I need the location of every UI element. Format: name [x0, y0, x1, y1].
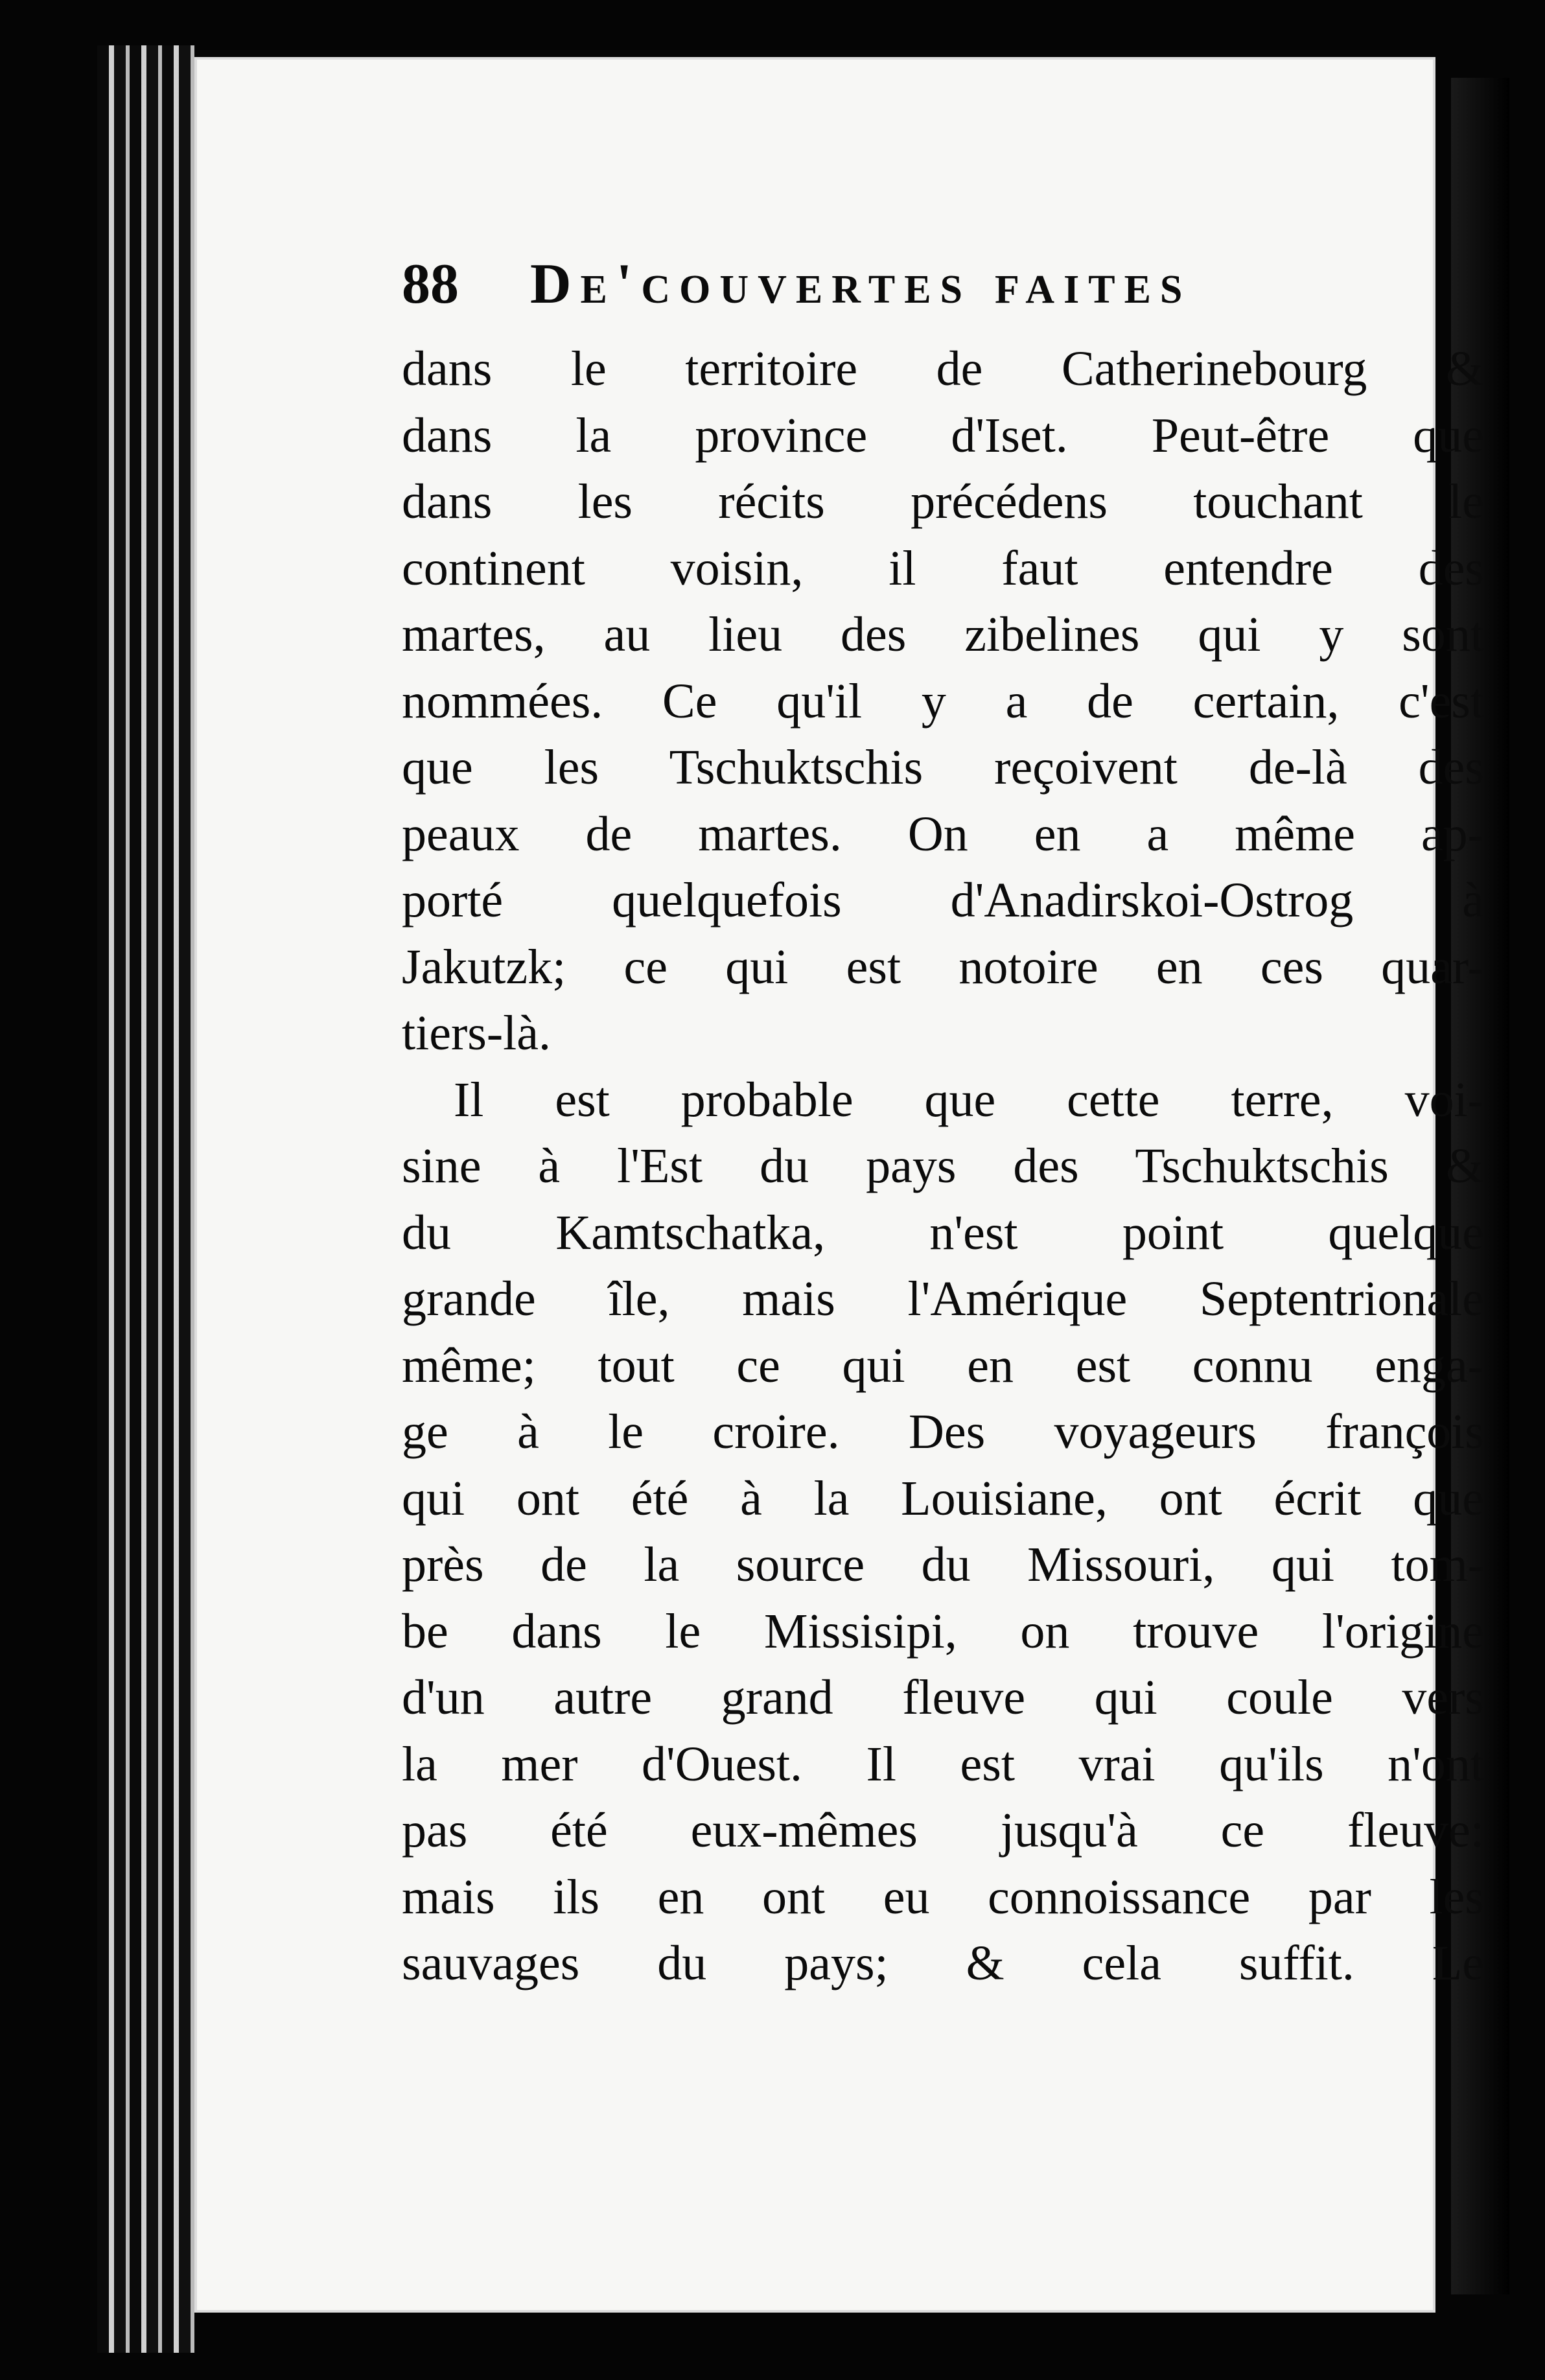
text-line: du Kamtschatka, n'est point quelque — [402, 1205, 1484, 1260]
text-line: Jakutzk; ce qui est notoire en ces quar- — [402, 939, 1484, 994]
text-line: dans la province d'Iset. Peut-être que — [402, 408, 1484, 463]
body-text — [402, 336, 1484, 1997]
text-line: martes, au lieu des zibelines qui y sont — [402, 607, 1484, 662]
text-line: même; tout ce qui en est connu enga- — [402, 1338, 1484, 1393]
text-line: que les Tschuktschis reçoivent de-là des — [402, 740, 1484, 795]
text-line: pas été eux-mêmes jusqu'à ce fleuve: — [402, 1803, 1484, 1858]
text-line: Il est probable que cette terre, voi- — [454, 1072, 1484, 1127]
text-line: qui ont été à la Louisiane, ont écrit que — [402, 1471, 1484, 1526]
page-number: 88 — [402, 253, 459, 316]
text-line: la mer d'Ouest. Il est vrai qu'ils n'ont — [402, 1736, 1484, 1791]
running-title: De'couvertes faites — [530, 253, 1192, 316]
text-line: be dans le Missisipi, on trouve l'origine — [402, 1604, 1484, 1659]
text-line: tiers-là. — [402, 1006, 552, 1060]
text-line: ge à le croire. Des voyageurs françois — [402, 1405, 1484, 1459]
text-line: nommées. Ce qu'il y a de certain, c'est — [402, 673, 1484, 729]
text-line: porté quelquefois d'Anadirskoi-Ostrog à — [402, 873, 1484, 928]
book-page — [194, 57, 1484, 2313]
page-header — [402, 251, 1374, 329]
text-line: dans les récits précédens touchant le — [402, 474, 1484, 529]
text-line: peaux de martes. On en a même ap- — [402, 806, 1484, 861]
text-line: grande île, mais l'Amérique Septentrionale — [402, 1272, 1484, 1326]
book-binding-edge — [97, 45, 194, 2353]
text-line: sauvages du pays; & cela suffit. Le — [402, 1936, 1484, 1990]
text-line: près de la source du Missouri, qui tom- — [402, 1537, 1484, 1592]
text-line: d'un autre grand fleuve qui coule vers — [402, 1670, 1484, 1725]
text-line: dans le territoire de Catherinebourg & — [402, 342, 1484, 396]
text-line: continent voisin, il faut entendre des — [402, 541, 1484, 596]
text-line: mais ils en ont eu connoissance par les — [402, 1869, 1484, 1924]
text-line: sine à l'Est du pays des Tschuktschis & — [402, 1139, 1484, 1193]
